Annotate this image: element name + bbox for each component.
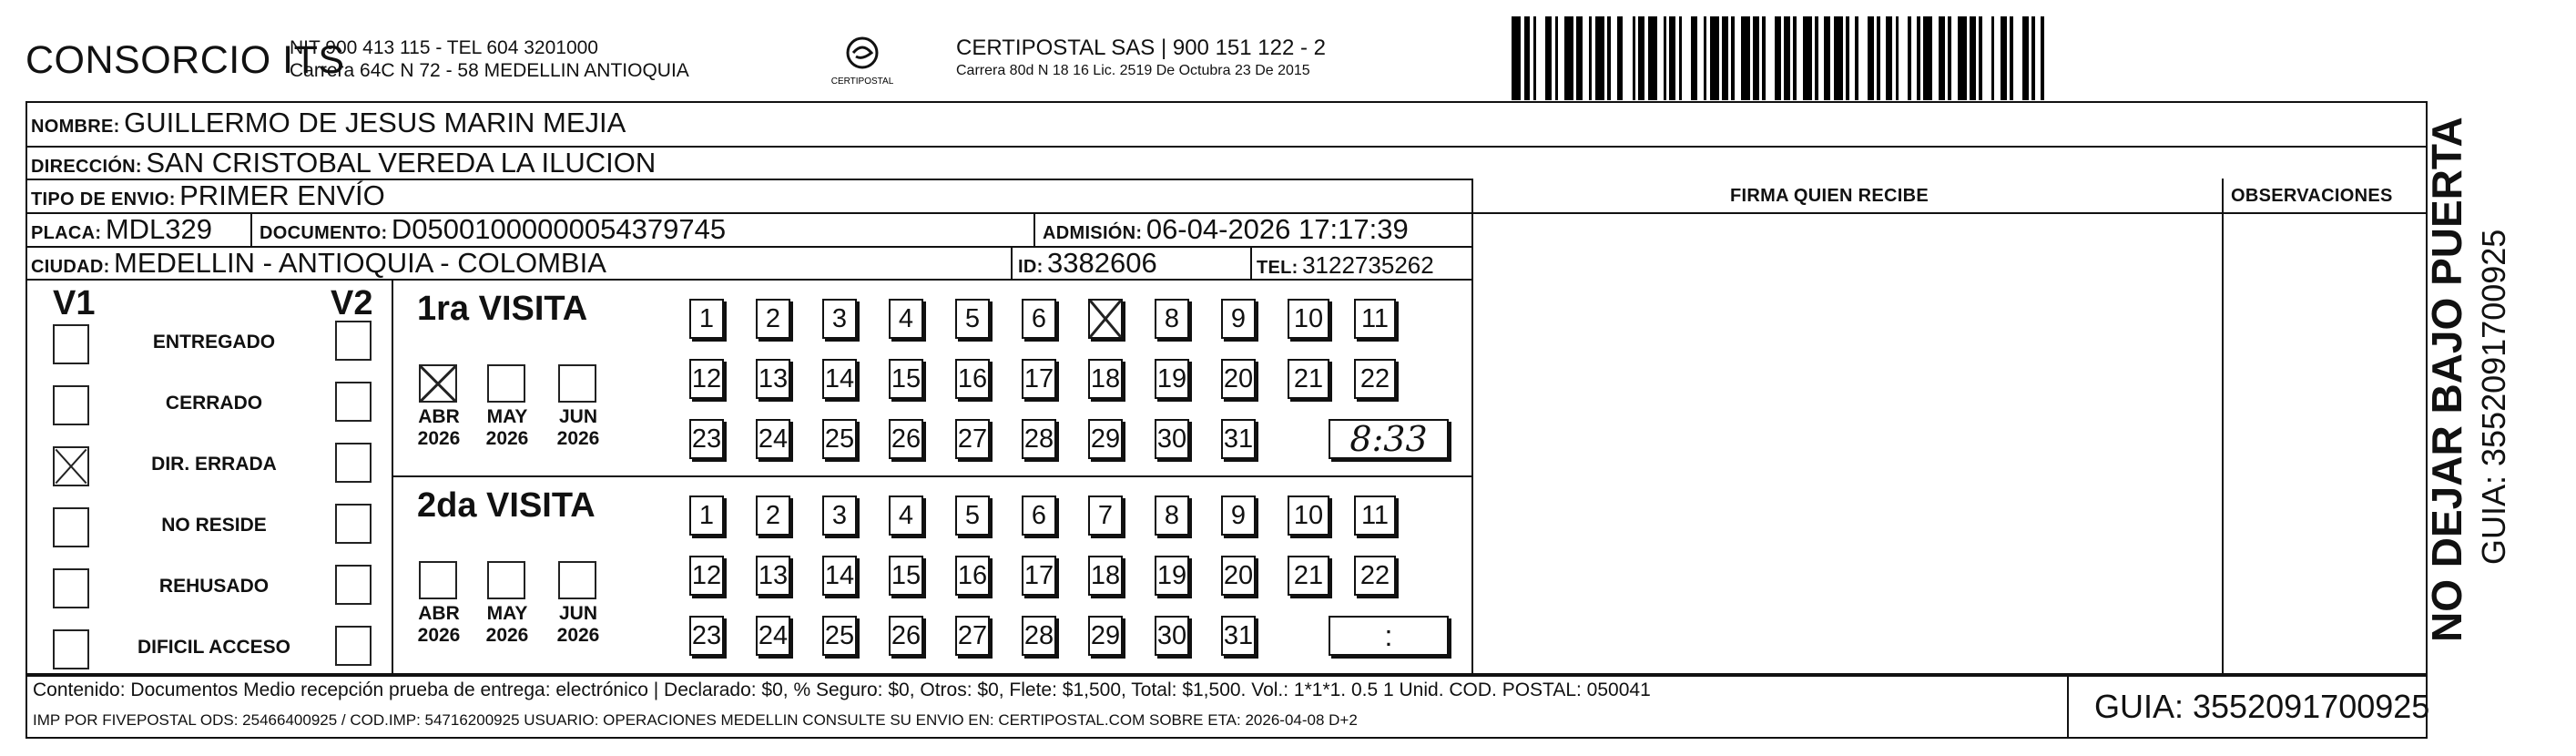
status-v2-checkbox[interactable] — [335, 504, 372, 544]
day-box[interactable]: 22 — [1354, 359, 1396, 399]
visit-title: 1ra VISITA — [417, 290, 588, 328]
month-caption — [551, 406, 606, 450]
day-box[interactable]: 5 — [955, 299, 990, 339]
day-box[interactable]: 28 — [1022, 419, 1056, 459]
day-box[interactable]: 2 — [756, 299, 790, 339]
v2-label: V2 — [331, 284, 373, 322]
footer-content-line: Contenido: Documentos Medio recepción prueba de entrega: electrónico | Declarado: $0, % Seguro: $0, Otros: $0, Flete: $1,500, Total: $1,500. Vol.: 1*1*1. 0.5 1 Unid. COD. POSTAL: 050041 — [33, 679, 1651, 700]
day-box[interactable]: 24 — [756, 616, 790, 656]
status-label: CERRADO — [165, 393, 263, 414]
month-checkbox[interactable] — [487, 364, 525, 403]
visit-title: 2da VISITA — [417, 486, 596, 525]
day-box[interactable]: 11 — [1354, 299, 1396, 339]
month-label: MAY — [486, 603, 528, 624]
footer-print-line: IMP POR FIVEPOSTAL ODS: 25466400925 / COD.IMP: 54716200925 USUARIO: OPERACIONES MEDELLIN CONSULTE SU ENVIO EN: CERTIPOSTAL.COM SOBRE ETA: 2026-04-08 D+2 — [33, 711, 1358, 729]
day-box[interactable]: 8 — [1155, 495, 1189, 536]
status-label: DIFICIL ACCESO — [137, 637, 290, 658]
tel-cell — [1257, 251, 1434, 280]
day-box[interactable]: 31 — [1221, 616, 1256, 656]
month-year: 2026 — [556, 428, 600, 449]
documento-value: D05001000000054379745 — [391, 213, 727, 245]
company-address-line: Carrera 64C N 72 - 58 MEDELLIN ANTIOQUIA — [290, 60, 689, 81]
tipo-envio-value: PRIMER ENVÍO — [179, 179, 385, 211]
status-label: ENTREGADO — [152, 332, 276, 352]
day-box[interactable]: 16 — [955, 359, 990, 399]
direccion-row — [31, 147, 656, 179]
month-year: 2026 — [485, 428, 529, 449]
tipo-envio-row — [31, 179, 385, 212]
month-label: JUN — [558, 603, 597, 624]
certipostal-logo-icon — [830, 31, 894, 95]
status-label: REHUSADO — [158, 576, 270, 597]
day-box[interactable]: 10 — [1288, 495, 1329, 536]
day-box[interactable]: 24 — [756, 419, 790, 459]
svg-text:CERTIPOSTAL: CERTIPOSTAL — [830, 77, 894, 87]
month-checkbox[interactable] — [419, 364, 457, 403]
day-box[interactable]: 26 — [889, 616, 923, 656]
day-box[interactable]: 31 — [1221, 419, 1256, 459]
v1-label: V1 — [53, 284, 96, 322]
day-box[interactable]: 8 — [1155, 299, 1189, 339]
observaciones-header: OBSERVACIONES — [2231, 186, 2393, 206]
day-box[interactable]: 23 — [689, 419, 724, 459]
month-label: ABR — [418, 406, 460, 427]
day-box[interactable]: 27 — [955, 616, 990, 656]
ciudad-label: CIUDAD: — [31, 257, 110, 277]
status-v2-checkbox[interactable] — [335, 443, 372, 483]
admision-label: ADMISIÓN: — [1043, 223, 1143, 243]
ciudad-cell — [31, 247, 606, 280]
month-year: 2026 — [417, 625, 461, 646]
day-box[interactable]: 30 — [1155, 419, 1189, 459]
company-info — [290, 36, 689, 82]
day-box[interactable]: 30 — [1155, 616, 1189, 656]
day-box[interactable]: 13 — [756, 556, 790, 596]
barcode-icon — [1512, 16, 2251, 100]
month-year: 2026 — [417, 428, 461, 449]
carrier-info — [956, 36, 1326, 82]
month-caption — [412, 406, 466, 450]
day-box[interactable]: 19 — [1155, 359, 1189, 399]
day-box[interactable]: 11 — [1354, 495, 1396, 536]
status-v2-checkbox[interactable] — [335, 321, 372, 361]
month-year: 2026 — [485, 625, 529, 646]
placa-value: MDL329 — [105, 213, 212, 245]
day-box[interactable]: 12 — [689, 359, 724, 399]
month-caption — [412, 603, 466, 647]
day-box[interactable]: 10 — [1288, 299, 1329, 339]
direccion-label: DIRECCIÓN: — [31, 157, 142, 177]
footer-guia: GUIA: 3552091700925 — [2094, 688, 2430, 725]
day-box[interactable]: 28 — [1022, 616, 1056, 656]
day-box[interactable]: 22 — [1354, 556, 1396, 596]
day-box[interactable]: 9 — [1221, 299, 1256, 339]
day-box[interactable]: 6 — [1022, 495, 1056, 536]
nombre-value: GUILLERMO DE JESUS MARIN MEJIA — [124, 107, 626, 138]
day-box[interactable]: 4 — [889, 299, 923, 339]
day-box[interactable]: 9 — [1221, 495, 1256, 536]
day-box[interactable]: 1 — [689, 495, 724, 536]
day-box[interactable]: 25 — [822, 616, 857, 656]
status-v2-checkbox[interactable] — [335, 626, 372, 666]
month-checkbox[interactable] — [558, 364, 596, 403]
month-caption — [480, 406, 535, 450]
day-box[interactable]: 18 — [1088, 556, 1123, 596]
day-box[interactable]: 26 — [889, 419, 923, 459]
status-label: NO RESIDE — [161, 515, 267, 536]
side-warning: NO DEJAR BAJO PUERTA — [2423, 117, 2470, 642]
nombre-row — [31, 107, 626, 139]
day-box[interactable]: 7 — [1088, 495, 1123, 536]
visit-time-box[interactable]: 8:33 — [1329, 419, 1449, 459]
tel-value: 3122735262 — [1302, 251, 1434, 279]
month-checkbox[interactable] — [487, 561, 525, 599]
carrier-address-line: Carrera 80d N 18 16 Lic. 2519 De Octubra 23 De 2015 — [956, 63, 1310, 78]
id-label: ID: — [1018, 257, 1044, 277]
status-v1-checkbox[interactable] — [53, 385, 89, 425]
status-v2-checkbox[interactable] — [335, 565, 372, 605]
day-box[interactable]: 13 — [756, 359, 790, 399]
status-v1-checkbox[interactable] — [53, 446, 89, 486]
status-v1-checkbox[interactable] — [53, 568, 89, 608]
day-box[interactable]: 17 — [1022, 359, 1056, 399]
admision-cell — [1043, 213, 1409, 246]
day-box[interactable]: 21 — [1288, 359, 1329, 399]
ciudad-value: MEDELLIN - ANTIOQUIA - COLOMBIA — [114, 247, 606, 279]
month-label: MAY — [486, 406, 528, 427]
day-box[interactable] — [1088, 299, 1123, 339]
day-box[interactable]: 6 — [1022, 299, 1056, 339]
admision-value: 06-04-2026 17:17:39 — [1145, 213, 1409, 245]
day-box[interactable]: 19 — [1155, 556, 1189, 596]
status-v1-checkbox[interactable] — [53, 629, 89, 669]
month-label: ABR — [418, 603, 460, 624]
tipo-envio-label: TIPO DE ENVIO: — [31, 189, 176, 209]
documento-cell — [260, 213, 726, 246]
month-label: JUN — [558, 406, 597, 427]
day-box[interactable]: 3 — [822, 299, 857, 339]
status-v1-checkbox[interactable] — [53, 324, 89, 364]
status-v1-checkbox[interactable] — [53, 507, 89, 547]
day-box[interactable]: 20 — [1221, 359, 1256, 399]
day-box[interactable]: 27 — [955, 419, 990, 459]
day-box[interactable]: 20 — [1221, 556, 1256, 596]
id-value: 3382606 — [1047, 247, 1157, 279]
status-label: DIR. ERRADA — [151, 454, 277, 475]
month-year: 2026 — [556, 625, 600, 646]
carrier-nit-line: CERTIPOSTAL SAS | 900 151 122 - 2 — [956, 36, 1326, 60]
day-box[interactable]: 4 — [889, 495, 923, 536]
placa-cell — [31, 213, 212, 246]
day-box[interactable]: 16 — [955, 556, 990, 596]
tel-label: TEL: — [1257, 258, 1298, 278]
company-name: CONSORCIO ITS — [25, 38, 345, 82]
day-box[interactable]: 14 — [822, 359, 857, 399]
month-checkbox[interactable] — [558, 561, 596, 599]
placa-label: PLACA: — [31, 223, 102, 243]
day-box[interactable]: 15 — [889, 359, 923, 399]
day-box[interactable]: 1 — [689, 299, 724, 339]
day-box[interactable]: 14 — [822, 556, 857, 596]
day-box[interactable]: 15 — [889, 556, 923, 596]
month-checkbox[interactable] — [419, 561, 457, 599]
day-box[interactable]: 25 — [822, 419, 857, 459]
day-box[interactable]: 3 — [822, 495, 857, 536]
day-box[interactable]: 29 — [1088, 419, 1123, 459]
day-box[interactable]: 29 — [1088, 616, 1123, 656]
month-caption — [551, 603, 606, 647]
status-v2-checkbox[interactable] — [335, 382, 372, 422]
id-cell — [1018, 247, 1157, 280]
day-box[interactable]: 5 — [955, 495, 990, 536]
company-nit-line: NIT 900 413 115 - TEL 604 3201000 — [290, 37, 598, 58]
day-box[interactable]: 12 — [689, 556, 724, 596]
visit-time-box[interactable]: : — [1329, 616, 1449, 656]
firma-header: FIRMA QUIEN RECIBE — [1730, 186, 1929, 206]
nombre-label: NOMBRE: — [31, 117, 120, 137]
month-caption — [480, 603, 535, 647]
day-box[interactable]: 17 — [1022, 556, 1056, 596]
day-box[interactable]: 21 — [1288, 556, 1329, 596]
side-guia: GUIA: 3552091700925 — [2475, 229, 2512, 565]
documento-label: DOCUMENTO: — [260, 223, 388, 243]
day-box[interactable]: 23 — [689, 616, 724, 656]
day-box[interactable]: 18 — [1088, 359, 1123, 399]
day-box[interactable]: 2 — [756, 495, 790, 536]
direccion-value: SAN CRISTOBAL VEREDA LA ILUCION — [146, 147, 657, 179]
